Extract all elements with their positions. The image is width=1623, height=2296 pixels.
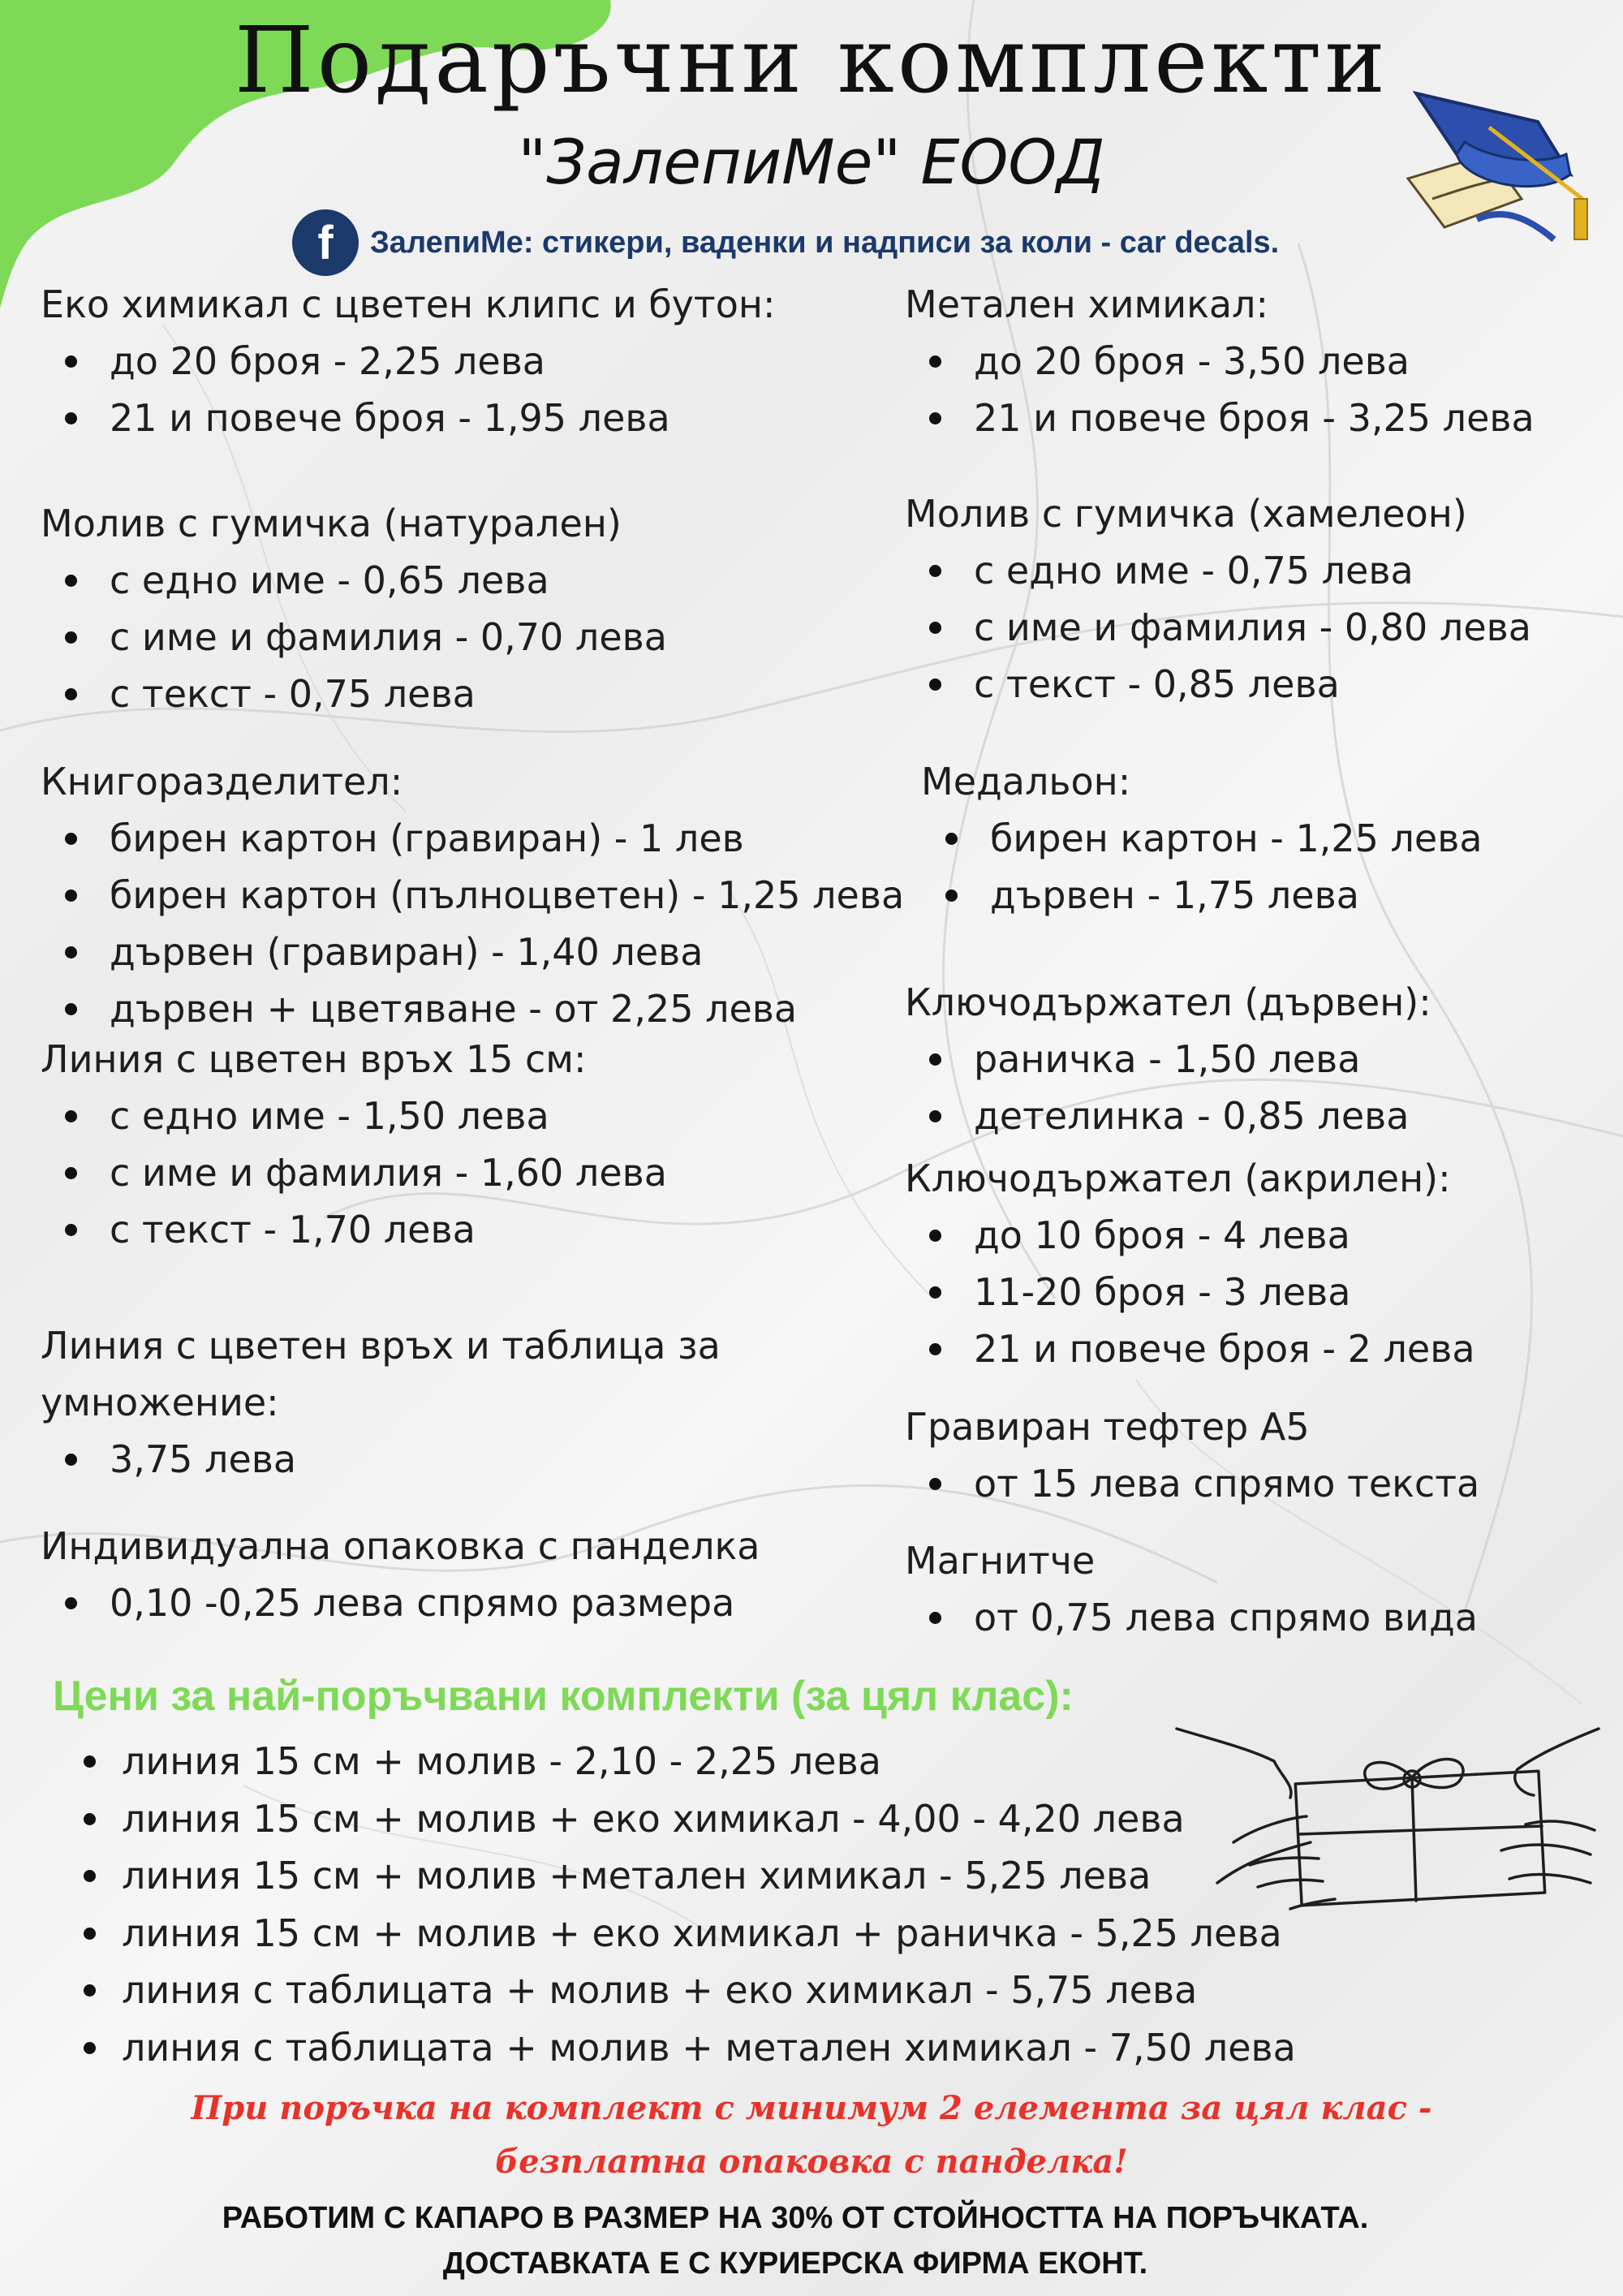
section-keychain-acrylic <box>905 1150 1603 1377</box>
company-name: "ЗалепиМе" ЕООД <box>518 126 1105 198</box>
footer-line: ДОСТАВКАТА Е С КУРИЕРСКА ФИРМА ЕКОНТ. <box>442 2246 1148 2281</box>
promo-line: безплатна опаковка с панделка! <box>495 2143 1128 2181</box>
list-item: 11-20 броя - 3 лева <box>905 1264 1603 1320</box>
list-item: до 20 броя - 3,50 лева <box>905 333 1603 390</box>
list-item: от 15 лева спрямо текста <box>905 1455 1603 1512</box>
section-title: Молив с гумичка (хамелеон) <box>905 492 1467 536</box>
list-item: с текст - 1,70 лева <box>41 1201 917 1258</box>
footer-note <box>0 2195 1591 2286</box>
list-item: до 20 броя - 2,25 лева <box>41 333 917 390</box>
list-item: линия с таблицата + молив + еко химикал - 5,75 лева <box>53 1962 1296 2019</box>
promo-note <box>0 2082 1623 2189</box>
list-item: бирен картон (пълноцветен) - 1,25 лева <box>41 867 917 924</box>
list-item: с едно име - 0,65 лева <box>41 552 917 609</box>
section-pencil-natural <box>41 495 917 722</box>
list-item: до 10 броя - 4 лева <box>905 1207 1603 1264</box>
facebook-icon: f <box>292 209 359 276</box>
list-item: 21 и повече броя - 2 лева <box>905 1320 1603 1377</box>
section-keychain-wood <box>905 974 1603 1144</box>
list-item: 21 и повече броя - 1,95 лева <box>41 390 917 446</box>
list-item: линия 15 см + молив +метален химикал - 5,25 лева <box>53 1847 1296 1905</box>
section-title: Индивидуална опаковка с панделка <box>41 1524 760 1568</box>
promo-line: При поръчка на комплект с минимум 2 елемента за цял клас - <box>191 2089 1432 2127</box>
list-item: линия 15 см + молив + еко химикал - 4,00 - 4,20 лева <box>53 1790 1296 1848</box>
list-item: линия 15 см + молив - 2,10 - 2,25 лева <box>53 1733 1296 1790</box>
section-packaging <box>41 1518 917 1631</box>
list-item: дървен - 1,75 лева <box>921 867 1603 924</box>
combos-list <box>53 1733 1296 2076</box>
section-title: Ключодържател (дървен): <box>905 980 1431 1024</box>
list-item: линия 15 см + молив + еко химикал + раничка - 5,25 лева <box>53 1905 1296 1962</box>
list-item: линия с таблицата + молив + метален химикал - 7,50 лева <box>53 2019 1296 2077</box>
list-item: бирен картон (гравиран) - 1 лев <box>41 810 917 867</box>
list-item: с текст - 0,85 лева <box>905 656 1603 713</box>
section-title: Книгоразделител: <box>41 760 403 803</box>
facebook-page-name: ЗалепиМе: стикери, ваденки и надписи за коли - car decals. <box>370 225 1280 260</box>
footer-line: РАБОТИМ С КАПАРО В РАЗМЕР НА 30% ОТ СТОЙНОСТТА НА ПОРЪЧКАТА. <box>222 2201 1369 2235</box>
list-item: детелинка - 0,85 лева <box>905 1088 1603 1144</box>
list-item: с име и фамилия - 0,70 лева <box>41 609 917 666</box>
section-title: Еко химикал с цветен клипс и бутон: <box>41 282 776 326</box>
facebook-link[interactable] <box>292 209 1279 276</box>
section-title: Гравиран тефтер А5 <box>905 1405 1310 1449</box>
left-column <box>41 276 917 446</box>
list-item: с едно име - 1,50 лева <box>41 1088 917 1144</box>
section-medallion <box>921 753 1603 924</box>
section-bookmark <box>41 753 917 1037</box>
page-title: Подаръчни комплекти <box>235 8 1388 114</box>
section-title: Ключодържател (акрилен): <box>905 1157 1451 1200</box>
graduation-cap-icon <box>1400 77 1603 252</box>
section-pencil-chameleon <box>905 485 1603 713</box>
list-item: с име и фамилия - 1,60 лева <box>41 1144 917 1201</box>
section-notebook <box>905 1398 1603 1512</box>
list-item: дървен (гравиран) - 1,40 лева <box>41 924 917 980</box>
list-item: от 0,75 лева спрямо вида <box>905 1589 1603 1646</box>
list-item: бирен картон - 1,25 лева <box>921 810 1603 867</box>
section-magnet <box>905 1532 1603 1646</box>
list-item: 3,75 лева <box>41 1431 917 1488</box>
list-item: раничка - 1,50 лева <box>905 1031 1603 1088</box>
list-item: 0,10 -0,25 лева спрямо размера <box>41 1574 917 1631</box>
section-title: Метален химикал: <box>905 282 1268 326</box>
combos-heading: Цени за най-поръчвани комплекти (за цял клас): <box>53 1673 1074 1720</box>
section-title: Молив с гумичка (натурален) <box>41 502 622 545</box>
section-title: Линия с цветен връх и таблица за <box>41 1324 721 1368</box>
section-title: Магнитче <box>905 1539 1096 1583</box>
section-title: Линия с цветен връх 15 см: <box>41 1037 587 1081</box>
list-item: с име и фамилия - 0,80 лева <box>905 599 1603 656</box>
section-title: Медальон: <box>921 760 1131 803</box>
list-item: дървен + цветяване - от 2,25 лева <box>41 980 917 1037</box>
list-item: с едно име - 0,75 лева <box>905 542 1603 599</box>
section-ruler <box>41 1031 917 1258</box>
section-eco-pen <box>41 276 917 446</box>
section-title-cont: умножение: <box>41 1381 279 1424</box>
list-item: 21 и повече броя - 3,25 лева <box>905 390 1603 446</box>
section-ruler-table <box>41 1317 917 1488</box>
list-item: с текст - 0,75 лева <box>41 666 917 722</box>
section-metal-pen <box>905 276 1603 446</box>
